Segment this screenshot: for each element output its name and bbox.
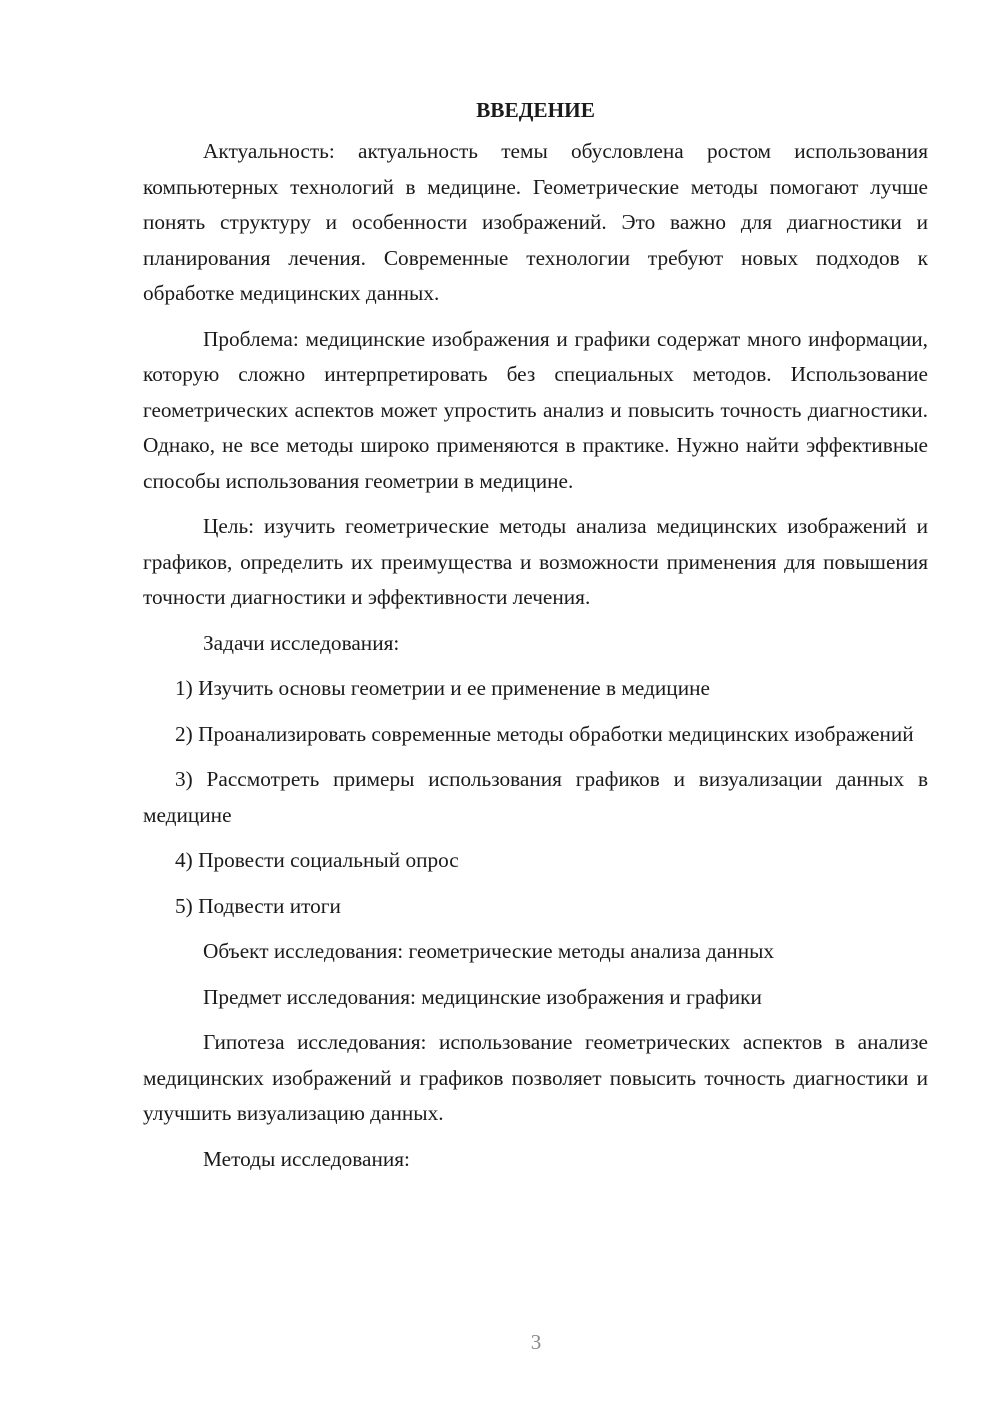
task-item-4: 4) Провести социальный опрос — [175, 848, 459, 872]
relevance-paragraph: Актуальность: актуальность темы обусловлена ростом использования компьютерных технологий в медицине. Геометрические методы помогают лучше понять структуру и особенности изображений. Это важно для диагностики и планирования лечения. Современные технологии требуют новых подходов к обработке медицинских данных. — [143, 139, 928, 305]
tasks-heading: Задачи исследования: — [203, 630, 400, 655]
subject-paragraph: Предмет исследования: медицинские изображения и графики — [203, 984, 762, 1009]
page-number: 3 — [530, 1330, 542, 1354]
goal-paragraph: Цель: изучить геометрические методы анализа медицинских изображений и графиков, определить их преимущества и возможности применения для повышения точности диагностики и эффективности лечения. — [143, 514, 928, 609]
section-title: ВВЕДЕНИЕ — [476, 98, 595, 122]
methods-heading: Методы исследования: — [203, 1146, 410, 1171]
hypothesis-paragraph: Гипотеза исследования: использование геометрических аспектов в анализе медицинских изображений и графиков позволяет повысить точность диагностики и улучшить визуализацию данных. — [143, 1030, 928, 1125]
task-item-3: 3) Рассмотреть примеры использования графиков и визуализации данных в медицине — [143, 767, 928, 827]
document-page — [143, 92, 928, 1187]
task-item-1: 1) Изучить основы геометрии и ее применение в медицине — [175, 676, 710, 700]
problem-paragraph: Проблема: медицинские изображения и графики содержат много информации, которую сложно интерпретировать без специальных методов. Использование геометрических аспектов может упростить анализ и повысить точность диагностики. Однако, не все методы широко применяются в практике. Нужно найти эффективные способы использования геометрии в медицине. — [143, 326, 928, 493]
object-paragraph: Объект исследования: геометрические методы анализа данных — [203, 939, 775, 963]
task-item-5: 5) Подвести итоги — [175, 893, 341, 918]
task-item-2: 2) Проанализировать современные методы обработки медицинских изображений — [175, 721, 914, 746]
